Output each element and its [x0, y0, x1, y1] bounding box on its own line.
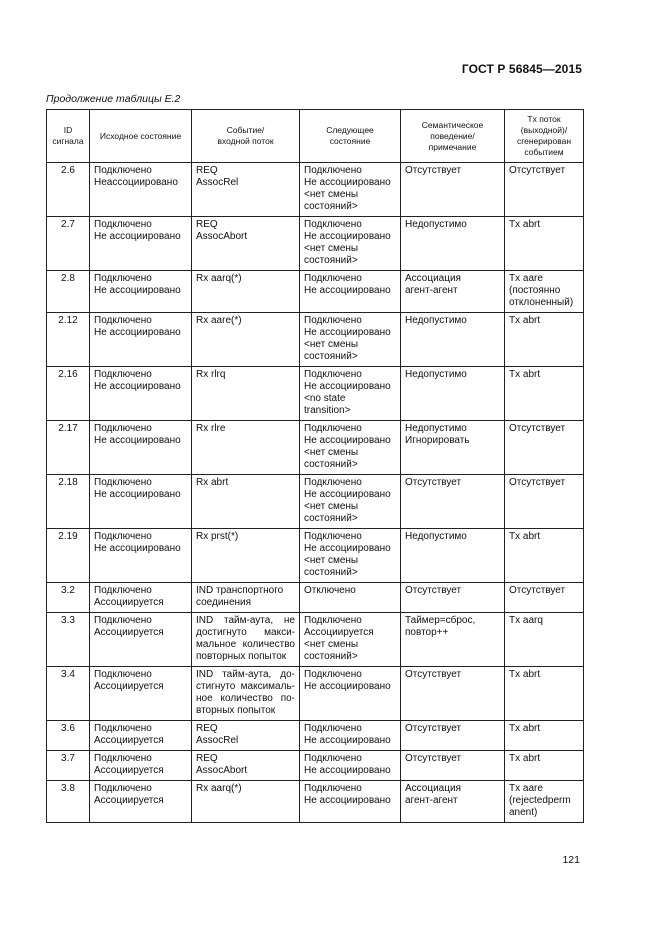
signal-id-cell: 2.12 [47, 313, 90, 367]
cell-text-line: Rx rlrq [196, 369, 226, 380]
source-state-cell [90, 781, 192, 823]
source-state-cell [90, 583, 192, 613]
cell-text-line: IND тайм-аута, не [196, 615, 295, 626]
next-state-cell [300, 583, 401, 613]
signal-id-cell: 3.8 [47, 781, 90, 823]
signal-id-cell: 2.18 [47, 475, 90, 529]
cell-text-line: Не ассоциировано [304, 285, 391, 296]
tx-output-cell [505, 217, 584, 271]
cell-text-line: Подключено [304, 615, 362, 626]
source-state-cell [90, 421, 192, 475]
cell-text-line: Не ассоциировано [304, 543, 391, 554]
cell-text-line: Ассоциация [405, 273, 461, 284]
cell-text-line: <нет смены [304, 339, 359, 350]
cell-text-line: Tx aare [509, 273, 543, 284]
cell-text-line: REQ [196, 219, 218, 230]
cell-text-line: Недопустимо [405, 423, 467, 434]
cell-text-line: Подключено [304, 669, 362, 680]
cell-text-line: Rx aarq(*) [196, 273, 242, 284]
cell-text-line: достигнуто макси- [196, 627, 295, 638]
cell-text-line: Подключено [304, 273, 362, 284]
next-state-cell [300, 313, 401, 367]
source-state-cell [90, 667, 192, 721]
cell-text-line: Ассоциируется [94, 627, 164, 638]
next-state-cell [300, 271, 401, 313]
event-input-cell [192, 751, 300, 781]
cell-text-line: Не ассоциировано [94, 435, 181, 446]
event-input-cell [192, 613, 300, 667]
signal-id-cell: 2.16 [47, 367, 90, 421]
cell-text-line: Подключено [94, 531, 152, 542]
header-text-line: входной поток [217, 136, 274, 146]
cell-text-line: Подключено [304, 753, 362, 764]
next-state-cell [300, 667, 401, 721]
cell-text-line: Не ассоциировано [94, 285, 181, 296]
cell-text-line: Подключено [94, 219, 152, 230]
event-input-cell [192, 529, 300, 583]
cell-text-line: Rx prst(*) [196, 531, 239, 542]
source-state-cell [90, 367, 192, 421]
cell-text-line: Подключено [304, 783, 362, 794]
semantic-behavior-cell [401, 421, 505, 475]
event-input-cell [192, 163, 300, 217]
cell-text-line: AssocAbort [196, 765, 248, 776]
page-number: 121 [562, 854, 580, 866]
source-state-cell [90, 721, 192, 751]
cell-text-line: Отсутствует [509, 477, 566, 488]
cell-text-line: Не ассоциировано [304, 231, 391, 242]
semantic-behavior-cell [401, 271, 505, 313]
header-text-line: событием [524, 147, 564, 157]
cell-text-line: Подключено [94, 477, 152, 488]
next-state-cell [300, 217, 401, 271]
cell-text-line: Rx aarq(*) [196, 783, 242, 794]
cell-text-line: Отключено [304, 585, 356, 596]
cell-text-line: AssocRel [196, 735, 239, 746]
cell-text-line: Ассоциируется [94, 735, 164, 746]
semantic-behavior-cell [401, 583, 505, 613]
signal-id-cell: 3.3 [47, 613, 90, 667]
document-standard-number: ГОСТ Р 56845—2015 [461, 62, 582, 76]
cell-text-line: Ассоциируется [94, 597, 164, 608]
header-text-line: Исходное состояние [99, 130, 182, 141]
cell-text-line: Подключено [94, 669, 152, 680]
cell-text-line: Ассоциируется [94, 795, 164, 806]
cell-text-line: Не ассоциировано [94, 381, 181, 392]
semantic-behavior-cell [401, 667, 505, 721]
cell-text-line: IND транспортного [196, 585, 284, 596]
cell-text-line: Отсутствует [405, 669, 462, 680]
cell-text-line: Ассоциация [405, 783, 461, 794]
cell-text-line: Не ассоциировано [304, 795, 391, 806]
event-input-cell [192, 421, 300, 475]
tx-output-cell [505, 613, 584, 667]
header-event-input [192, 110, 300, 163]
cell-text-line: Tx abrt [509, 753, 541, 764]
cell-text-line: Tx abrt [509, 669, 541, 680]
table-row [47, 721, 584, 751]
tx-output-cell [505, 367, 584, 421]
cell-text-line: Не ассоциировано [94, 543, 181, 554]
cell-text-line: Не ассоциировано [94, 489, 181, 500]
semantic-behavior-cell [401, 613, 505, 667]
cell-text-line: Отсутствует [405, 723, 462, 734]
table-row [47, 751, 584, 781]
header-tx-output [505, 110, 584, 163]
tx-output-cell [505, 529, 584, 583]
table-body [47, 163, 584, 823]
event-input-cell [192, 583, 300, 613]
header-source-state [90, 110, 192, 163]
next-state-cell [300, 367, 401, 421]
cell-text-line: Rx rlre [196, 423, 226, 434]
signal-id-cell: 2.8 [47, 271, 90, 313]
tx-output-cell [505, 721, 584, 751]
next-state-cell [300, 475, 401, 529]
cell-text-line: Не ассоциировано [304, 327, 391, 338]
cell-text-line: Подключено [94, 273, 152, 284]
source-state-cell [90, 271, 192, 313]
tx-output-cell [505, 667, 584, 721]
cell-text-line: Отсутствует [509, 165, 566, 176]
cell-text-line: Rx abrt [196, 477, 229, 488]
cell-text-line: <нет смены [304, 447, 359, 458]
header-text-line: ID [63, 125, 73, 135]
source-state-cell [90, 751, 192, 781]
cell-text-line: <нет смены [304, 555, 359, 566]
cell-text-line: Подключено [304, 423, 362, 434]
cell-text-line: Не ассоциировано [304, 435, 391, 446]
header-text-line: Tx поток [527, 114, 561, 124]
cell-text-line: Tx abrt [509, 369, 541, 380]
next-state-cell [300, 163, 401, 217]
cell-text-line: повтор++ [405, 627, 449, 638]
header-text-line: Событие/ [226, 125, 265, 135]
source-state-cell [90, 163, 192, 217]
next-state-cell [300, 529, 401, 583]
tx-output-cell [505, 313, 584, 367]
cell-text-line: Отсутствует [405, 165, 462, 176]
event-input-cell [192, 781, 300, 823]
cell-text-line: <нет смены [304, 189, 359, 200]
cell-text-line: Подключено [94, 615, 152, 626]
cell-text-line: Недопустимо [405, 531, 467, 542]
cell-text-line: Tx abrt [509, 723, 541, 734]
event-input-cell [192, 475, 300, 529]
cell-text-line: REQ [196, 723, 218, 734]
cell-text-line: Подключено [94, 423, 152, 434]
cell-text-line: Отсутствует [405, 585, 462, 596]
tx-output-cell [505, 583, 584, 613]
cell-text-line: AssocAbort [196, 231, 248, 242]
cell-text-line: Не ассоциировано [304, 381, 391, 392]
cell-text-line: Подключено [304, 531, 362, 542]
cell-text-line: Не ассоциировано [304, 177, 391, 188]
cell-text-line: Подключено [94, 585, 152, 596]
cell-text-line: Ассоциируется [94, 765, 164, 776]
semantic-behavior-cell [401, 367, 505, 421]
cell-text-line: <no state [304, 393, 346, 404]
cell-text-line: Tx aarq [509, 615, 543, 626]
event-input-cell [192, 721, 300, 751]
semantic-behavior-cell [401, 781, 505, 823]
tx-output-cell [505, 475, 584, 529]
cell-text-line: Отсутствует [509, 585, 566, 596]
cell-text-line: Tx abrt [509, 531, 541, 542]
cell-text-line: Подключено [304, 723, 362, 734]
cell-text-line: Не ассоциировано [94, 327, 181, 338]
header-text-line: сигнала [52, 136, 84, 146]
cell-text-line: Отсутствует [509, 423, 566, 434]
cell-text-line: <нет смены [304, 501, 359, 512]
table-header-row [47, 110, 584, 163]
cell-text-line: состояний> [304, 255, 358, 266]
cell-text-line: Недопустимо [405, 219, 467, 230]
tx-output-cell [505, 421, 584, 475]
next-state-cell [300, 613, 401, 667]
cell-text-line: мальное количество [196, 639, 295, 650]
cell-text-line: Не ассоциировано [94, 231, 181, 242]
next-state-cell [300, 781, 401, 823]
cell-text-line: (rejectedperm [509, 795, 571, 806]
header-semantic-behavior [401, 110, 505, 163]
next-state-cell [300, 721, 401, 751]
semantic-behavior-cell [401, 163, 505, 217]
table-row [47, 421, 584, 475]
semantic-behavior-cell [401, 751, 505, 781]
tx-output-cell [505, 163, 584, 217]
cell-text-line: (постоянно [509, 285, 561, 296]
cell-text-line: REQ [196, 165, 218, 176]
semantic-behavior-cell [401, 217, 505, 271]
cell-text-line: Не ассоциировано [304, 735, 391, 746]
cell-text-line: ное количество по- [196, 693, 295, 704]
source-state-cell [90, 529, 192, 583]
signal-id-cell: 3.2 [47, 583, 90, 613]
cell-text-line: Подключено [304, 165, 362, 176]
table-row [47, 667, 584, 721]
cell-text-line: соединения [196, 597, 252, 608]
cell-text-line: агент-агент [405, 285, 458, 296]
cell-text-line: Таймер=сброс, [405, 615, 476, 626]
cell-text-line: состояний> [304, 651, 358, 662]
table-row [47, 271, 584, 313]
cell-text-line: Не ассоциировано [304, 489, 391, 500]
semantic-behavior-cell [401, 475, 505, 529]
cell-text-line: отклоненный) [509, 297, 574, 308]
cell-text-line: IND тайм-аута, до- [196, 669, 295, 680]
cell-text-line: Подключено [304, 369, 362, 380]
header-text-line: Следующее [326, 125, 374, 135]
tx-output-cell [505, 271, 584, 313]
cell-text-line: состояний> [304, 201, 358, 212]
cell-text-line: Tx abrt [509, 315, 541, 326]
event-input-cell [192, 217, 300, 271]
header-text-line: состояние [329, 136, 371, 146]
signal-id-cell: 3.4 [47, 667, 90, 721]
source-state-cell [90, 313, 192, 367]
cell-text-line: REQ [196, 753, 218, 764]
cell-text-line: <нет смены [304, 243, 359, 254]
source-state-cell [90, 613, 192, 667]
cell-text-line: Tx abrt [509, 219, 541, 230]
table-row [47, 163, 584, 217]
cell-text-line: Подключено [94, 723, 152, 734]
cell-text-line: Подключено [304, 315, 362, 326]
cell-text-line: Подключено [94, 165, 152, 176]
cell-text-line: transition> [304, 405, 351, 416]
cell-text-line: <нет смены [304, 639, 359, 650]
cell-text-line: состояний> [304, 513, 358, 524]
event-input-cell [192, 367, 300, 421]
signal-id-cell: 2.17 [47, 421, 90, 475]
cell-text-line: вторных попыток [196, 705, 276, 716]
semantic-behavior-cell [401, 529, 505, 583]
cell-text-line: Отсутствует [405, 753, 462, 764]
table-row [47, 529, 584, 583]
header-text-line: (выходной)/ [520, 125, 568, 135]
header-text-line: примечание [428, 141, 477, 152]
semantic-behavior-cell [401, 313, 505, 367]
source-state-cell [90, 475, 192, 529]
event-input-cell [192, 271, 300, 313]
tx-output-cell [505, 781, 584, 823]
cell-text-line: Подключено [94, 315, 152, 326]
table-row [47, 613, 584, 667]
cell-text-line: Отсутствует [405, 477, 462, 488]
signal-id-cell: 2.7 [47, 217, 90, 271]
cell-text-line: anent) [509, 807, 538, 818]
header-text-line: сгенерирован [516, 136, 572, 146]
cell-text-line: стигнуто максималь- [196, 681, 295, 692]
event-input-cell [192, 667, 300, 721]
table-caption: Продолжение таблицы Е.2 [46, 93, 181, 105]
cell-text-line: Подключено [94, 753, 152, 764]
table-row [47, 367, 584, 421]
cell-text-line: Подключено [94, 783, 152, 794]
cell-text-line: Подключено [304, 477, 362, 488]
cell-text-line: состояний> [304, 351, 358, 362]
cell-text-line: состояний> [304, 459, 358, 470]
signal-id-cell: 3.6 [47, 721, 90, 751]
cell-text-line: Rx aare(*) [196, 315, 242, 326]
next-state-cell [300, 421, 401, 475]
cell-text-line: состояний> [304, 567, 358, 578]
source-state-cell [90, 217, 192, 271]
event-input-cell [192, 313, 300, 367]
cell-text-line: Не ассоциировано [304, 765, 391, 776]
next-state-cell [300, 751, 401, 781]
semantic-behavior-cell [401, 721, 505, 751]
cell-text-line: AssocRel [196, 177, 239, 188]
cell-text-line: Недопустимо [405, 369, 467, 380]
table-row [47, 583, 584, 613]
table-row [47, 313, 584, 367]
cell-text-line: Не ассоциировано [304, 681, 391, 692]
header-next-state [300, 110, 401, 163]
header-signal-id [47, 110, 90, 163]
cell-text-line: Tx aare [509, 783, 543, 794]
table-row [47, 217, 584, 271]
tx-output-cell [505, 751, 584, 781]
cell-text-line: повторных попыток [196, 651, 287, 662]
table-row [47, 475, 584, 529]
signal-id-cell: 2.19 [47, 529, 90, 583]
signal-id-cell: 2.6 [47, 163, 90, 217]
table-row [47, 781, 584, 823]
cell-text-line: Недопустимо [405, 315, 467, 326]
cell-text-line: Подключено [304, 219, 362, 230]
cell-text-line: Игнорировать [405, 435, 470, 446]
header-text-line: Семантическое [421, 119, 484, 130]
cell-text-line: Подключено [94, 369, 152, 380]
cell-text-line: Ассоциируется [94, 681, 164, 692]
cell-text-line: Неассоциировано [94, 177, 178, 188]
cell-text-line: Ассоциируется [304, 627, 374, 638]
state-transition-table [46, 109, 584, 823]
header-text-line: поведение/ [430, 130, 475, 141]
signal-id-cell: 3.7 [47, 751, 90, 781]
cell-text-line: агент-агент [405, 795, 458, 806]
